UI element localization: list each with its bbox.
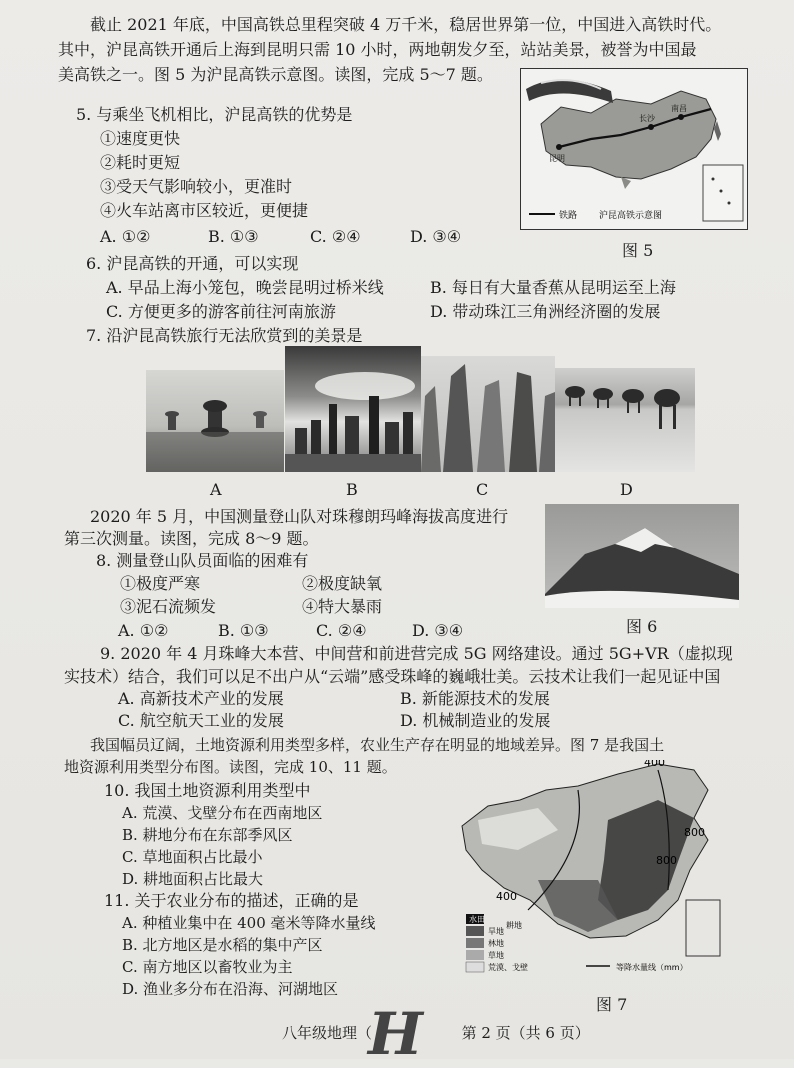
q10-stem: 10. 我国土地资源利用类型中 [104,781,311,800]
q5-option4: ④火车站离市区较近，更便捷 [100,201,309,220]
legend-isoline: 等降水量线（mm） [616,963,688,972]
fig5-caption: 图 5 [622,241,654,260]
photo-d-desert-camels [555,368,695,472]
intro2-line1: 2020 年 5 月，中国测量登山队对珠穆朗玛峰海拔高度进行 [90,507,509,526]
fig7-land-use-map [458,760,728,988]
q8-option4: ④特大暴雨 [302,597,383,616]
q8-choice-d: D. ③④ [412,621,464,640]
photo-b-graphic [285,346,421,472]
q8-choice-c: C. ②④ [316,621,367,640]
legend-grass-swatch [466,950,484,960]
q8-option2: ②极度缺氧 [302,574,383,593]
photo-a-graphic [146,370,284,472]
q6-choice-c: C. 方便更多的游客前往河南旅游 [106,302,336,321]
q5-stem: 5. 与乘坐飞机相比，沪昆高铁的优势是 [76,105,353,124]
footer-page-number: 第 2 页（共 6 页） [461,1024,590,1042]
legend-desert-swatch [466,962,484,972]
nanchang-city-icon [678,114,684,120]
q9-choice-d: D. 机械制造业的发展 [400,711,551,730]
high-speed-train-icon [526,79,613,103]
isoline-400-west: 400 [496,890,517,903]
q11-choice-d: D. 渔业多分布在沿海、河湖地区 [122,980,339,998]
q5-option3: ③受天气影响较小，更准时 [100,177,293,196]
footer-grade-subject: 八年级地理（ [282,1024,373,1042]
fig5-city-changsha: 长沙 [639,114,655,123]
fig5-city-nanchang: 南昌 [671,104,687,113]
q8-option3: ③泥石流频发 [120,597,217,616]
q11-choice-b: B. 北方地区是水稻的集中产区 [122,936,323,954]
q5-option1: ①速度更快 [100,129,181,148]
q9-line2: 实技术）结合，我们可以足不出户从“云端”感受珠峰的巍峨壮美。云技术让我们一起见证中国 [64,667,721,686]
fig6-graphic [545,504,739,608]
q10-choice-c: C. 草地面积占比最小 [122,848,263,866]
photo-b-skyline [285,346,421,472]
q6-choice-b: B. 每日有大量香蕉从昆明运至上海 [430,278,676,297]
fig5-map-graphic [521,69,747,229]
intro3-line2: 地资源利用类型分布图。读图，完成 10、11 题。 [64,758,397,776]
intro3-line1: 我国幅员辽阔，土地资源利用类型多样，农业生产存在明显的地域差异。图 7 是我国土 [90,736,665,754]
q5-option2: ②耗时更短 [100,153,181,172]
photo-c-stone-forest [421,356,555,472]
legend-desert: 荒漠、戈壁 [488,963,528,972]
fig5-legend-rail: 铁路 [559,211,578,221]
fig6-everest-photo [545,504,739,608]
photo-d-graphic [555,368,695,472]
q5-choice-c: C. ②④ [310,227,361,246]
watermark-h-mark: H [368,1000,421,1068]
fig5-city-kunming: 昆明 [549,154,565,163]
q9-line1: 9. 2020 年 4 月珠峰大本营、中间营和前进营完成 5G 网络建设。通过 5G+VR（虚拟现 [100,644,733,663]
fig5-rail-map [520,68,748,230]
legend-dry: 旱地 [488,927,504,936]
q5-choice-a: A. ①② [100,227,151,246]
legend-dry-swatch [466,926,484,936]
fig6-caption: 图 6 [626,617,658,636]
q8-stem: 8. 测量登山队员面临的困难有 [96,551,309,570]
q9-choice-a: A. 高新技术产业的发展 [118,689,284,708]
isoline-800-mid: 800 [656,854,677,867]
q7-label-c: C [476,480,489,499]
kunming-city-icon [556,144,562,150]
q9-choice-c: C. 航空航天工业的发展 [118,711,284,730]
q11-stem: 11. 关于农业分布的描述，正确的是 [104,891,359,910]
legend-paddy: 水田 [469,915,485,924]
intro1-line3: 美高铁之一。图 5 为沪昆高铁示意图。读图，完成 5～7 题。 [58,65,493,84]
q9-choice-b: B. 新能源技术的发展 [400,689,550,708]
photo-a-lake-pagodas [146,370,284,472]
q7-label-b: B [346,480,358,499]
q8-choice-b: B. ①③ [218,621,269,640]
fig7-south-sea-inset [686,900,720,956]
legend-farmland: 耕地 [506,921,522,930]
q8-choice-a: A. ①② [118,621,169,640]
q7-label-d: D [620,480,633,499]
q7-stem: 7. 沿沪昆高铁旅行无法欣赏到的美景是 [86,326,363,345]
fig7-map-graphic [458,760,728,988]
q11-choice-a: A. 种植业集中在 400 毫米等降水量线 [122,914,376,932]
legend-grass: 草地 [488,951,504,960]
q8-option1: ①极度严寒 [120,574,201,593]
photo-c-graphic [421,356,555,472]
legend-forest: 林地 [488,939,504,948]
fig5-map-title: 沪昆高铁示意图 [599,211,663,221]
q7-label-a: A [210,480,222,499]
q10-choice-a: A. 荒漠、戈壁分布在西南地区 [122,804,323,822]
q6-choice-d: D. 带动珠江三角洲经济圈的发展 [430,302,661,321]
page-footer [282,1022,590,1043]
isoline-800-east: 800 [684,826,705,839]
q10-choice-d: D. 耕地面积占比最大 [122,870,264,888]
south-china-sea-inset [703,165,743,221]
q6-choice-a: A. 早品上海小笼包，晚尝昆明过桥米线 [106,278,384,297]
q5-choice-b: B. ①③ [208,227,259,246]
legend-forest-swatch [466,938,484,948]
q10-choice-b: B. 耕地分布在东部季风区 [122,826,293,844]
intro1-line2: 其中，沪昆高铁开通后上海到昆明只需 10 小时，两地朝发夕至，站站美景，被誉为中国最 [58,40,697,59]
changsha-city-icon [648,124,654,130]
q6-stem: 6. 沪昆高铁的开通，可以实现 [86,254,299,273]
isoline-400-top: 400 [644,760,665,769]
intro1-line1: 截止 2021 年底，中国高铁总里程突破 4 万千米，稳居世界第一位，中国进入高铁时代。 [90,15,722,34]
q5-choice-d: D. ③④ [410,227,462,246]
intro2-line2: 第三次测量。读图，完成 8～9 题。 [64,529,319,548]
fig7-caption: 图 7 [596,995,628,1014]
q11-choice-c: C. 南方地区以畜牧业为主 [122,958,293,976]
